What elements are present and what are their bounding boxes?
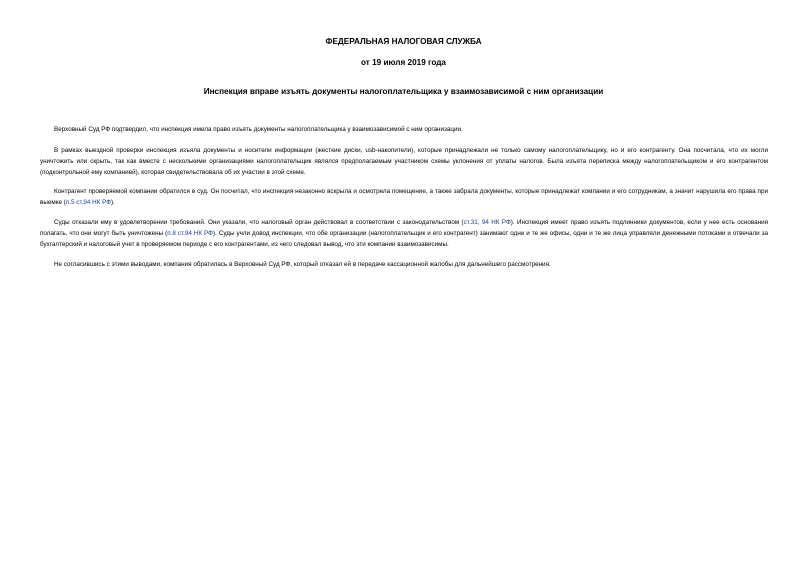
law-link-st94[interactable]: 94 НК РФ <box>481 219 511 226</box>
paragraph-4-text-1: Суды отказали ему в удовлетворении требований. Они указали, что налоговый орган действовал в соответствии с законодательством ( <box>54 219 464 226</box>
law-link-p8-st94[interactable]: п.8 ст.94 НК РФ <box>167 230 213 238</box>
paragraph-4 <box>40 217 768 251</box>
paragraph-4-text-3: ). Суды учли довод инспекции, что обе организации (налогоплательщик и его контрагент) занимают одни и те же офисы, одни и те же лица управляли денежными потоками и отвечали за бухгалтерский и налоговый учет в проверяемом периоде с его контрагентами, из чего следовал вывод, что эти компании взаимозависимы. <box>40 230 769 249</box>
paragraph-5: Не согласившись с этими выводами, компания обратилась в Верховный Суд РФ, который отказал ей в передаче кассационной жалобы для дальнейшего рассмотрения. <box>54 261 551 268</box>
paragraph-2: В рамках выездной проверки инспекция изъяла документы и носители информации (жесткие диски, usb-накопители), которые принадлежали не только самому налогоплательщику, но и его контрагенту. Она посчитала, что их могли уничтожить или скрыть, так как вместе с несколькими организациями налогоплательщик являлся предполагаемым участником схемы уклонения от уплаты налогов. Была изъята переписка между налогоплательщиком и его контрагентом (подконтрольной ему компанией), которая свидетельствовала об их участии в этой схеме. <box>40 147 768 177</box>
law-link-p5-st94[interactable]: п.5 ст.94 НК РФ <box>65 199 112 207</box>
paragraph-3 <box>40 186 768 208</box>
paragraph-3-text-after: ). <box>111 199 115 207</box>
paragraph-3-text-before: Контрагент проверяемой компании обратился в суд. Он посчитал, что инспекция незаконно вскрыла и осмотрела помещение, а также забрала документы, которые принадлежат компании и его сотрудникам, а значит нарушила его права при выемке ( <box>40 188 768 207</box>
agency-heading: ФЕДЕРАЛЬНАЯ НАЛОГОВАЯ СЛУЖБА <box>325 37 482 46</box>
paragraph-1: Верховный Суд РФ подтвердил, что инспекция имела право изъять документы налогоплательщика у взаимозависимой с ним организации. <box>54 126 463 133</box>
document-title: Инспекция вправе изъять документы налогоплательщика у взаимозависимой с ним организации <box>203 87 604 96</box>
document-date: от 19 июля 2019 года <box>361 58 446 67</box>
law-link-st31[interactable]: ст.31 <box>463 219 478 226</box>
law-link-separator: , <box>477 219 482 226</box>
paragraph-4-text-2: ). Инспекция имеет право изъять подлинники документов, если у нее есть основания полагать, что они могут быть уничтожены ( <box>40 219 769 238</box>
